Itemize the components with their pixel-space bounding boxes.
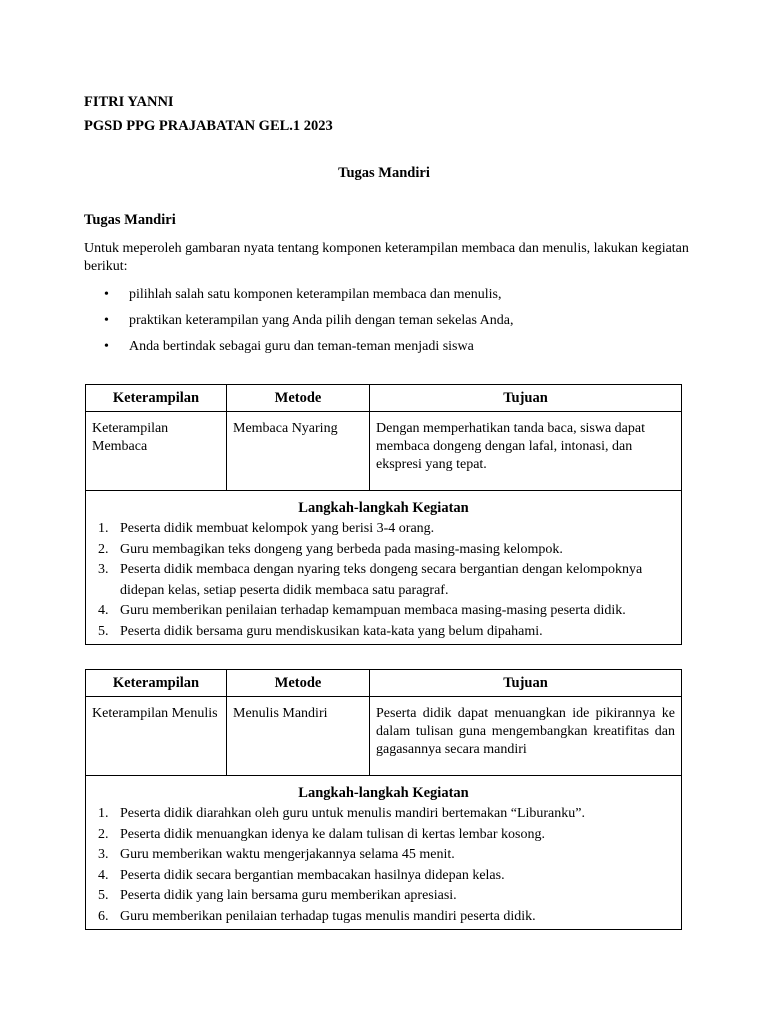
header-skill: Keterampilan xyxy=(86,670,227,697)
skill-value: Keterampilan Membaca xyxy=(92,421,169,454)
step-number: 5. xyxy=(98,888,109,903)
step-item xyxy=(86,845,681,866)
goal-cell xyxy=(370,697,682,776)
skill-value: Keterampilan Menulis xyxy=(92,706,218,721)
section-heading: Tugas Mandiri xyxy=(84,212,176,228)
instruction-text: praktikan keterampilan yang Anda pilih dengan teman sekelas Anda, xyxy=(129,313,514,328)
step-text: Guru memberikan waktu mengerjakannya selama 45 menit. xyxy=(120,847,455,862)
step-number: 6. xyxy=(98,908,109,924)
steps-title: Langkah-langkah Kegiatan xyxy=(298,785,469,801)
step-item xyxy=(86,866,681,887)
step-text: Peserta didik secara bergantian membacakan hasilnya didepan kelas. xyxy=(120,867,505,883)
table-header-row xyxy=(86,670,682,697)
author-name: FITRI YANNI xyxy=(84,94,174,110)
program-name: PGSD PPG PRAJABATAN GEL.1 2023 xyxy=(84,118,333,134)
step-number: 1. xyxy=(98,521,109,536)
step-number: 2. xyxy=(98,541,109,557)
step-item xyxy=(86,519,681,540)
bullet-icon: • xyxy=(104,313,109,328)
skill-cell xyxy=(86,697,227,776)
instruction-text: pilihlah salah satu komponen keterampilan membaca dan menulis, xyxy=(129,287,502,302)
step-item xyxy=(86,825,681,846)
header-method: Metode xyxy=(227,670,370,697)
instruction-item xyxy=(84,312,694,338)
steps-row xyxy=(86,776,682,930)
step-text: Peserta didik yang lain bersama guru memberikan apresiasi. xyxy=(120,888,457,903)
table-header-row xyxy=(86,385,682,412)
table-row xyxy=(86,412,682,491)
step-item xyxy=(86,560,681,601)
step-text: Peserta didik membuat kelompok yang berisi 3-4 orang. xyxy=(120,521,435,536)
reading-activity-table xyxy=(85,384,682,645)
step-text: Peserta didik membaca dengan nyaring teks dongeng secara bergantian dengan kelompoknya didepan kelas, setiap peserta didik membaca satu paragraf. xyxy=(120,562,643,598)
steps-list xyxy=(86,519,681,644)
author-block xyxy=(84,92,333,140)
step-text: Peserta didik bersama guru mendiskusikan kata-kata yang belum dipahami. xyxy=(120,623,543,639)
writing-activity-table xyxy=(85,669,682,930)
step-item xyxy=(86,804,681,825)
header-goal: Tujuan xyxy=(370,385,682,412)
steps-cell xyxy=(86,776,682,930)
method-value: Membaca Nyaring xyxy=(233,421,338,436)
steps-list xyxy=(86,804,681,929)
goal-value: Peserta didik dapat menuangkan ide pikirannya ke dalam tulisan guna mengembangkan kreatifitas dan gagasannya secara mandiri xyxy=(376,706,675,757)
step-number: 3. xyxy=(98,847,109,862)
bullet-icon: • xyxy=(104,287,109,302)
step-item xyxy=(86,886,681,907)
intro-paragraph: Untuk meperoleh gambaran nyata tentang komponen keterampilan membaca dan menulis, lakukan kegiatan berikut: xyxy=(84,241,689,274)
skill-cell xyxy=(86,412,227,491)
step-number: 5. xyxy=(98,623,109,639)
step-number: 1. xyxy=(98,806,109,821)
steps-title: Langkah-langkah Kegiatan xyxy=(298,500,469,516)
instruction-item xyxy=(84,338,694,364)
instruction-list xyxy=(84,286,694,364)
step-item xyxy=(86,540,681,561)
step-item xyxy=(86,622,681,643)
step-number: 4. xyxy=(98,867,109,883)
header-method: Metode xyxy=(227,385,370,412)
steps-cell xyxy=(86,491,682,645)
method-cell xyxy=(227,697,370,776)
header-skill: Keterampilan xyxy=(86,385,227,412)
step-number: 3. xyxy=(98,562,109,577)
header-goal: Tujuan xyxy=(370,670,682,697)
steps-row xyxy=(86,491,682,645)
table-row xyxy=(86,697,682,776)
step-text: Guru membagikan teks dongeng yang berbeda pada masing-masing kelompok. xyxy=(120,541,563,557)
bullet-icon: • xyxy=(104,339,109,354)
goal-value: Dengan memperhatikan tanda baca, siswa dapat membaca dongeng dengan lafal, intonasi, dan ekspresi yang tepat. xyxy=(376,421,646,472)
step-text: Guru memberikan penilaian terhadap kemampuan membaca masing-masing peserta didik. xyxy=(120,603,626,618)
step-text: Peserta didik diarahkan oleh guru untuk menulis mandiri bertemakan “Liburanku”. xyxy=(120,806,585,821)
step-number: 2. xyxy=(98,826,109,842)
instruction-text: Anda bertindak sebagai guru dan teman-teman menjadi siswa xyxy=(129,339,474,354)
step-number: 4. xyxy=(98,603,109,618)
step-text: Peserta didik menuangkan idenya ke dalam tulisan di kertas lembar kosong. xyxy=(120,826,545,842)
step-text: Guru memberikan penilaian terhadap tugas menulis mandiri peserta didik. xyxy=(120,908,536,924)
goal-cell xyxy=(370,412,682,491)
method-value: Menulis Mandiri xyxy=(233,706,328,721)
document-title: Tugas Mandiri xyxy=(338,165,430,181)
instruction-item xyxy=(84,286,694,312)
method-cell xyxy=(227,412,370,491)
step-item xyxy=(86,907,681,928)
step-item xyxy=(86,601,681,622)
